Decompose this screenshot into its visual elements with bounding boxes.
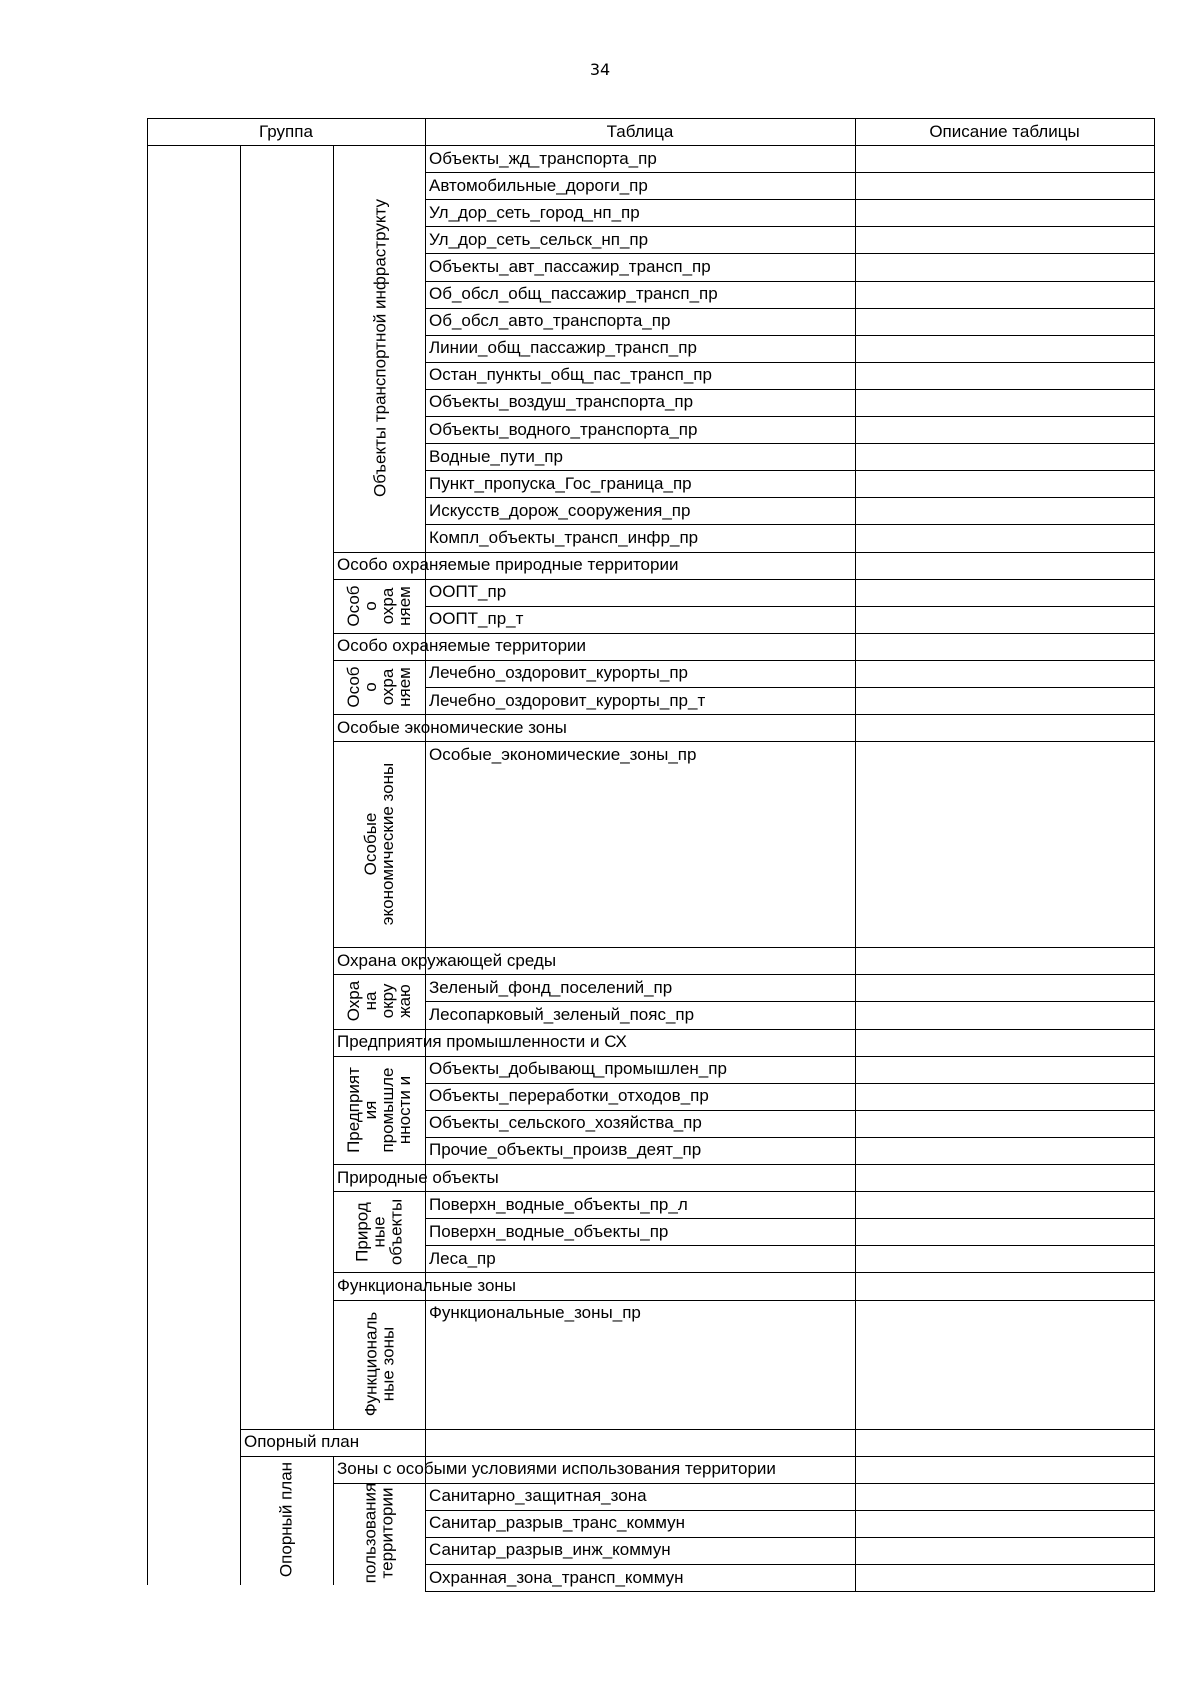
section-heading: Особо охраняемые природные территории [337, 555, 679, 574]
document-table [147, 118, 1154, 1587]
section-heading: Зоны с особыми условиями использования территории [337, 1459, 776, 1479]
rotated-label-line: окру [378, 984, 397, 1019]
table-name-cell: Охранная_зона_трансп_коммун [429, 1567, 684, 1587]
section-heading: Охрана окружающей среды [337, 950, 557, 970]
section-heading: Функциональные зоны [337, 1275, 517, 1295]
rotated-label-line: няем [395, 585, 414, 626]
column-header-table: Таблица [606, 122, 674, 141]
rotated-label-line: Особые [361, 812, 380, 876]
table-name-cell: Особые_экономические_зоны_пр [429, 744, 697, 764]
rotated-group-label [333, 1056, 425, 1164]
table-name-cell: Автомобильные_дороги_пр [429, 175, 648, 195]
table-name-cell: Об_обсл_авто_транспорта_пр [429, 311, 671, 331]
table-rule [1154, 118, 1155, 1592]
section-heading: Опорный план [244, 1432, 360, 1451]
rotated-label-line: Особ [344, 666, 363, 708]
rotated-label-line: охра [378, 668, 397, 706]
table-name-cell: Объекты_водного_транспорта_пр [429, 419, 698, 439]
table-name-cell: Поверхн_водные_объекты_пр [429, 1221, 669, 1241]
rotated-label-line: промышле [378, 1067, 398, 1153]
page-number: 34 [589, 60, 611, 79]
table-name-cell: Прочие_объекты_произв_деят_пр [429, 1140, 702, 1160]
rotated-group-label [240, 1456, 333, 1584]
rotated-group-label [333, 1483, 425, 1584]
section-heading: Особые экономические зоны [337, 717, 567, 737]
table-name-cell: Объекты_сельского_хозяйства_пр [429, 1113, 702, 1133]
table-name-cell: Водные_пути_пр [429, 446, 563, 466]
rotated-label-line: Предприят [344, 1066, 364, 1153]
table-rule [425, 118, 426, 1592]
table-name-cell: Линии_общ_пассажир_трансп_пр [429, 338, 697, 358]
rotated-label-line: экономические зоны [378, 763, 397, 926]
table-name-cell: Поверхн_водные_объекты_пр_л [429, 1194, 688, 1214]
table-rule [425, 1245, 1155, 1246]
rotated-label-line: Объекты транспортной инфраструкту [369, 199, 389, 498]
table-rule [425, 606, 1155, 607]
rotated-label-line: ные [369, 1216, 389, 1248]
rotated-label-line: няем [395, 667, 414, 707]
rotated-label-line: ные зоны [378, 1326, 397, 1402]
section-heading: Предприятия промышленности и СХ [337, 1032, 627, 1051]
table-name-cell: Компл_объекты_трансп_инфр_пр [429, 527, 699, 547]
rotated-label-line: объекты [386, 1198, 406, 1265]
rotated-label-line: Особ [344, 585, 363, 627]
table-name-cell: Объекты_переработки_отходов_пр [429, 1086, 709, 1106]
column-header-description: Описание таблицы [929, 122, 1080, 141]
table-name-cell: Зеленый_фонд_поселений_пр [429, 977, 673, 997]
rotated-group-label [333, 974, 425, 1028]
table-name-cell: Функциональные_зоны_пр [429, 1303, 641, 1322]
rotated-label-line: о [361, 682, 380, 692]
rotated-group-label [333, 1191, 425, 1272]
table-name-cell: Леса_пр [429, 1248, 496, 1268]
table-name-cell: Ул_дор_сеть_город_нп_пр [429, 202, 640, 222]
table-name-cell: Об_обсл_общ_пассажир_трансп_пр [429, 284, 718, 303]
table-name-cell: ООПТ_пр [429, 582, 507, 602]
rotated-label-line: пользования [361, 1483, 381, 1584]
table-name-cell: ООПТ_пр_т [429, 609, 524, 629]
column-header-group: Группа [259, 122, 313, 141]
section-heading: Особо охраняемые территории [337, 636, 587, 656]
rotated-label-line: Опорный план [277, 1462, 297, 1578]
rotated-group-label [333, 579, 425, 633]
table-name-cell: Объекты_воздуш_транспорта_пр [429, 392, 694, 412]
table-name-cell: Санитар_разрыв_инж_коммун [429, 1540, 671, 1560]
table-name-cell: Объекты_добывающ_промышлен_пр [429, 1059, 727, 1079]
table-name-cell: Лечебно_оздоровит_курорты_пр_т [429, 690, 706, 710]
rotated-label-line: о [361, 600, 380, 611]
rotated-group-label [333, 1300, 425, 1429]
table-rule [240, 145, 241, 1585]
rotated-group-label [333, 660, 425, 714]
rotated-group-label [333, 145, 425, 552]
rotated-label-line: Функциональ [361, 1311, 380, 1417]
rotated-label-line: жаю [395, 984, 414, 1019]
rotated-label-line: на [361, 991, 380, 1011]
table-name-cell: Объекты_жд_транспорта_пр [429, 148, 657, 168]
table-rule [147, 118, 148, 1585]
table-rule [855, 118, 856, 1592]
rotated-label-line: охра [378, 587, 397, 625]
table-name-cell: Лечебно_оздоровит_курорты_пр [429, 663, 688, 683]
section-heading: Природные объекты [337, 1167, 499, 1187]
rotated-label-line: Охра [344, 981, 363, 1022]
table-name-cell: Объекты_авт_пассажир_трансп_пр [429, 256, 711, 276]
table-rule [240, 1429, 1155, 1430]
rotated-label-line: ия [361, 1100, 381, 1120]
rotated-label-line: нности и [395, 1075, 415, 1144]
rotated-group-label [333, 741, 425, 947]
rotated-label-line: территории [378, 1487, 398, 1579]
table-name-cell: Лесопарковый_зеленый_пояс_пр [429, 1004, 695, 1024]
table-rule [425, 1591, 1155, 1592]
table-name-cell: Ул_дор_сеть_сельск_нп_пр [429, 229, 649, 249]
table-name-cell: Санитарно_защитная_зона [429, 1486, 647, 1506]
table-name-cell: Остан_пункты_общ_пас_трансп_пр [429, 365, 712, 385]
rotated-label-line: Природ [352, 1201, 372, 1262]
table-name-cell: Искусств_дорож_сооружения_пр [429, 500, 691, 520]
table-name-cell: Пункт_пропуска_Гос_граница_пр [429, 473, 692, 493]
table-name-cell: Санитар_разрыв_транс_коммун [429, 1513, 686, 1533]
